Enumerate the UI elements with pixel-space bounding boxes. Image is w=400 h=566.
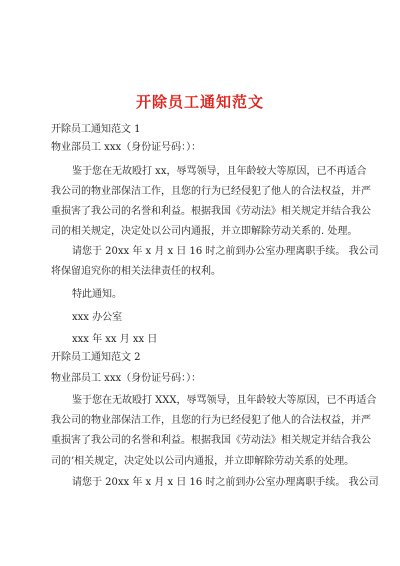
paragraph-line: 司的相关规定，决定处以公司内通报，并立即解除劳动关系的. 处理。: [51, 226, 358, 237]
section-heading-1: 开除员工通知范文 1: [51, 124, 141, 135]
recipient-line-1: 物业部员工 xxx（身份证号码：）：: [51, 142, 202, 153]
paragraph-line: 将保留追究你的相关法律责任的权利。: [51, 266, 221, 277]
paragraph-line: 司的’相关规定，决定处以公司内通报，并立即解除劳动关系的处理。: [51, 456, 355, 467]
paragraph-line: 重损害了我公司的名誉和利益。根据我国《劳动法》相关规定并结合我公: [51, 206, 371, 217]
recipient-line-2: 物业部员工 xxx（身份证号码：）：: [51, 373, 202, 384]
document-title: 开除员工通知范文: [135, 93, 264, 111]
paragraph-line: 鉴于您在无故殴打 xx，辱骂领导，且年龄较大等原因，已不再适合: [72, 166, 367, 177]
closing-notice: 特此通知。: [72, 289, 122, 300]
paragraph-line: 我公司的物业部保洁工作，且您的行为已经侵犯了他人的合法权益，并严: [51, 186, 371, 197]
section-heading-2: 开除员工通知范文 2: [51, 352, 141, 363]
paragraph-line: 重损害了我公司的名誉和利益。根据我国《劳动法》相关规定并结合我公: [51, 435, 371, 446]
paragraph-line: 鉴于您在无故殴打 XXX，辱骂领导，且年龄较大等原因，已不再适合: [72, 395, 377, 406]
paragraph-line: 请您于 20xx 年 x 月 x 日 16 时之前到办公室办理离职手续。 我公司: [72, 246, 379, 257]
signature-date: xxx 年 xx 月 xx 日: [72, 334, 158, 345]
signature-office: xxx 办公室: [72, 312, 123, 323]
paragraph-line: 请您于 20xx 年 x 月 x 日 16 时之前到办公室办理离职手续。 我公司: [72, 477, 379, 488]
paragraph-line: 我公司的物业部保洁工作，且您的行为已经侵犯了他人的合法权益，并严: [51, 415, 371, 426]
